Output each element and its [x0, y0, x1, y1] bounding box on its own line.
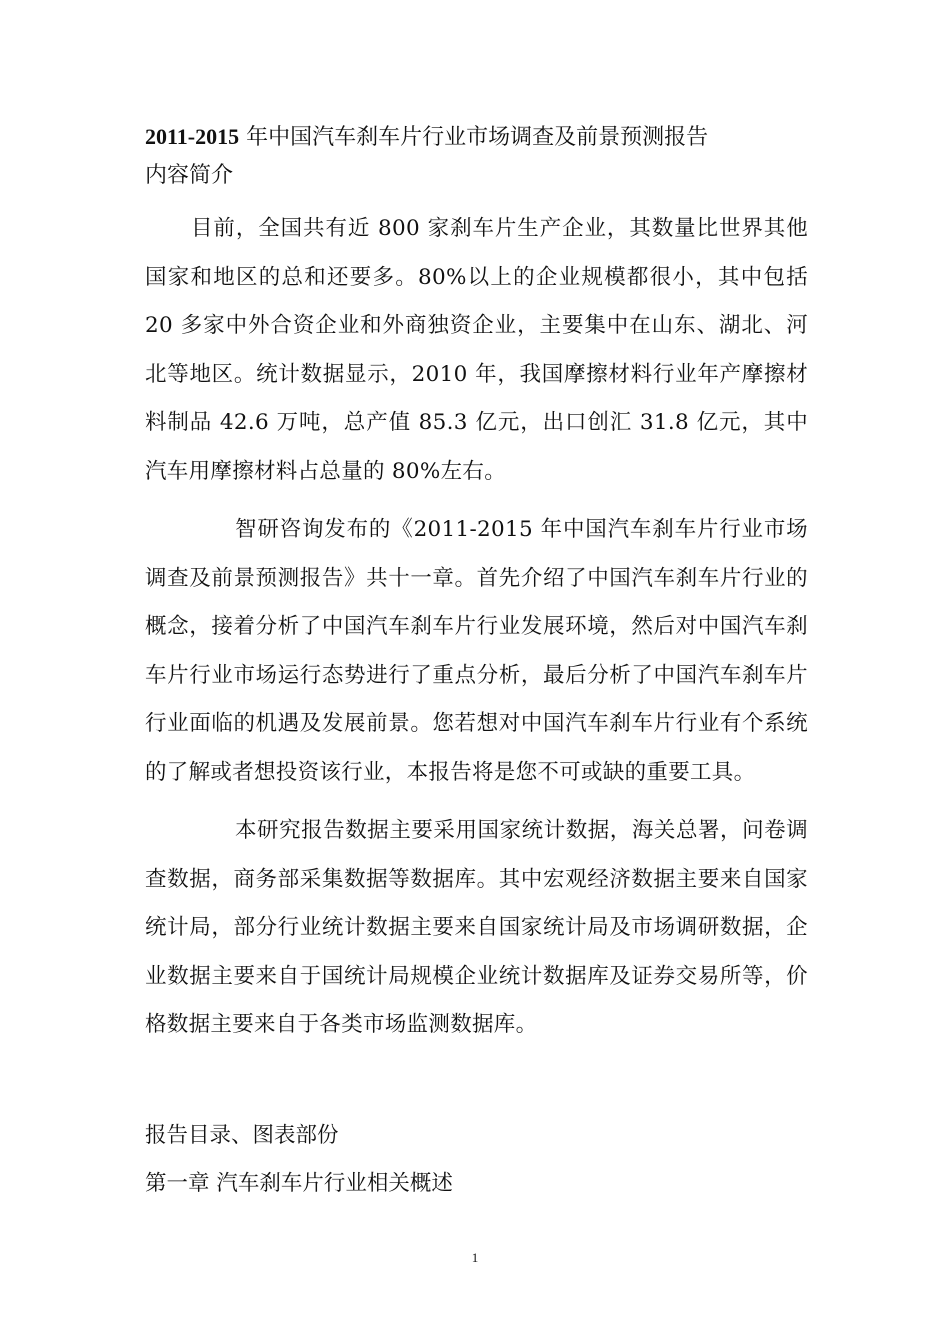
report-title-year: 2011-2015 [145, 124, 240, 149]
toc-heading: 报告目录、图表部份 [145, 1122, 339, 1148]
chapter-one-heading: 第一章 汽车刹车片行业相关概述 [145, 1170, 453, 1196]
intro-heading: 内容简介 [145, 163, 234, 188]
document-body [145, 118, 808, 1208]
section-gap [145, 1050, 808, 1112]
report-title [145, 118, 808, 157]
page-number: 1 [471, 1250, 479, 1265]
intro-paragraph-2: 智研咨询发布的《2011-2015 年中国汽车刹车片行业市场调查及前景预测报告》共十一章。首先介绍了中国汽车刹车片行业的概念，接着分析了中国汽车刹车片行业发展环境，然后对中国汽车刹车片行业市场运行态势进行了重点分析，最后分析了中国汽车刹车片行业面临的机遇及发展前景。您若想对中国汽车刹车片行业有个系统的了解或者想投资该行业，本报告将是您不可或缺的重要工具。 [145, 517, 808, 785]
report-title-text: 年中国汽车刹车片行业市场调查及前景预测报告 [239, 125, 709, 150]
intro-paragraph-1: 目前，全国共有近 800 家刹车片生产企业，其数量比世界其他国家和地区的总和还要多。80%以上的企业规模都很小，其中包括 20 多家中外合资企业和外商独资企业，主要集中在山东、湖北、河北等地区。统计数据显示，2010 年，我国摩擦材料行业年产摩擦材料制品 42.6 万吨，总产值 85.3 亿元，出口创汇 31.8 亿元，其中汽车用摩擦材料占总量的 80%左右。 [145, 216, 808, 484]
intro-paragraph-3: 本研究报告数据主要采用国家统计数据，海关总署，问卷调查数据，商务部采集数据等数据库。其中宏观经济数据主要来自国家统计局，部分行业统计数据主要来自国家统计局及市场调研数据，企业数据主要来自于国统计局规模企业统计数据库及证券交易所等，价格数据主要来自于各类市场监测数据库。 [145, 818, 808, 1037]
